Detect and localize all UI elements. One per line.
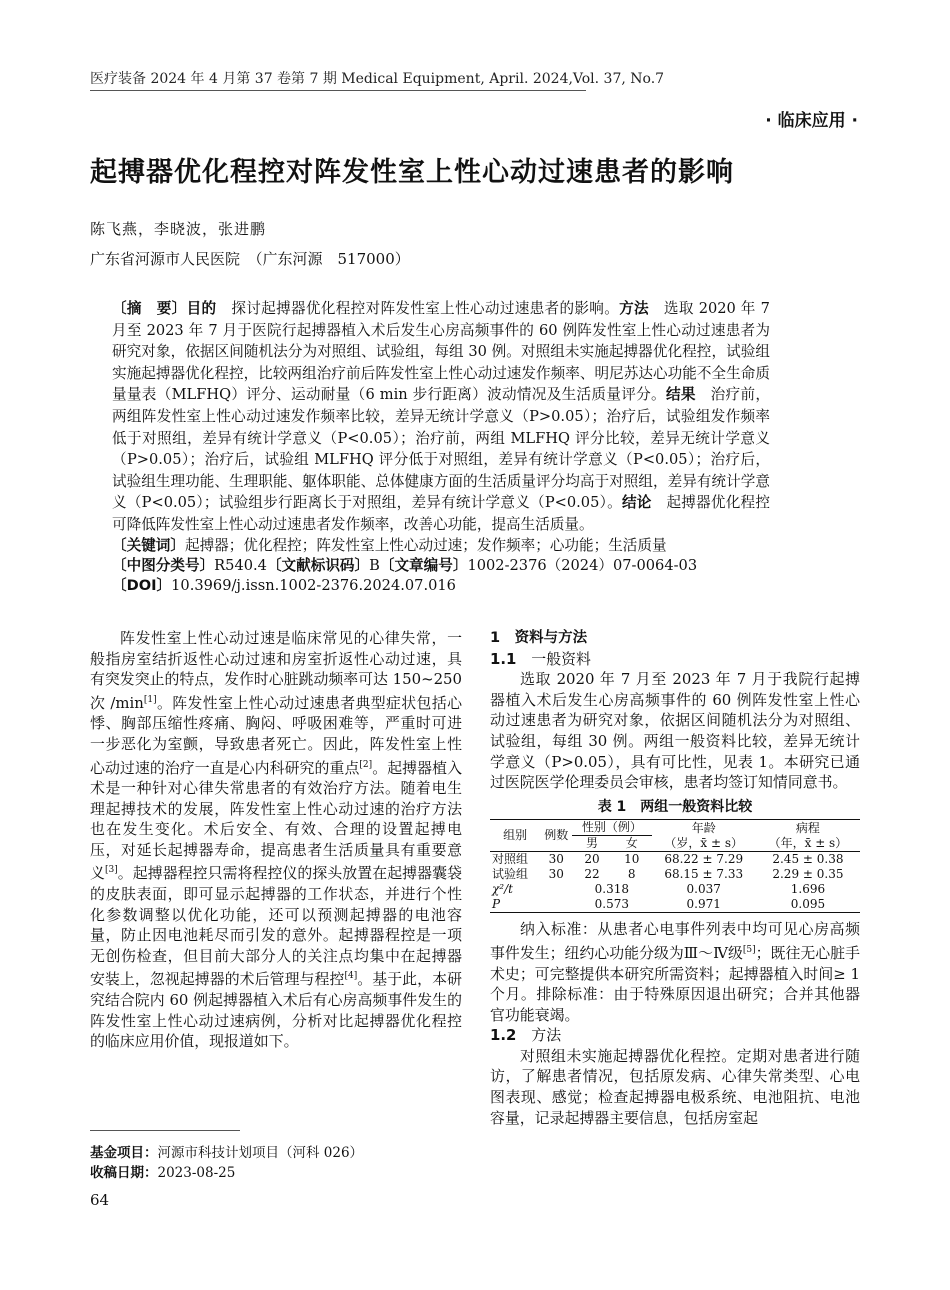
cell-age: 68.15 ± 7.33 — [664, 867, 744, 882]
keywords-label: 〔关键词〕 — [112, 536, 185, 554]
abstract-body — [90, 298, 770, 536]
classification-line — [90, 556, 770, 576]
received-text: 2023-08-25 — [157, 1165, 236, 1181]
clc-value: R540.4 — [214, 556, 267, 574]
result-label: 结果 — [665, 386, 696, 404]
header-rule — [90, 90, 586, 91]
fund-label: 基金项目： — [90, 1145, 158, 1161]
doc-code-value: B — [369, 556, 380, 574]
col-age-unit: （岁，x̄ ± s） — [664, 836, 744, 851]
received-line — [90, 1163, 363, 1183]
intro-text-3: 。起搏器植入术是一种针对心律失常患者的有效治疗方法。随着电生理起搏技术的发展，阵发性室上性心动过速的治疗方法也在发生变化。术后安全、有效、合理的设置起搏电压，对延长起搏器寿命，提高患者生活质量具有重要意义 — [90, 758, 462, 883]
abstract — [90, 298, 770, 596]
intro-text-5: 。基于此，本研究结合院内 60 例起搏器植入术后有心房高频事件发生的阵发性室上性心动过速病例，分析对比起搏器优化程控的临床应用价值，现报道如下。 — [90, 970, 462, 1051]
intro-text-1: 阵发性室上性心动过速是临床常见的心律失常，一般指房室结折返性心动过速和房室折返性心动过速，具有突发突止的特点，发作时心脏跳动频率可达 150~250 次 /min — [90, 629, 462, 712]
citation-5: [5] — [742, 944, 756, 955]
table-row — [490, 852, 860, 868]
cell-course: 2.45 ± 0.38 — [772, 852, 844, 867]
doi-value: 10.3969/j.issn.1002-2376.2024.07.016 — [171, 576, 456, 594]
inclusion-text-1: 纳入标准：从患者心电事件列表中均可见心房高频事件发生；纽约心功能分级为Ⅲ～Ⅳ级 — [490, 920, 860, 962]
article-title: 起搏器优化程控对阵发性室上性心动过速患者的影响 — [90, 157, 734, 188]
keywords-text: 起搏器；优化程控；阵发性室上性心动过速；发作频率；心功能；生活质量 — [184, 536, 667, 554]
citation-2: [2] — [359, 759, 373, 770]
journal-header: 医疗装备 2024 年 4 月第 37 卷第 7 期 Medical Equipment, April. 2024,Vol. 37, No.7 — [90, 71, 665, 87]
conclusion-label: 结论 — [621, 494, 652, 512]
fund-line — [90, 1143, 363, 1163]
cell-n: 30 — [548, 852, 564, 867]
inclusion-paragraph — [490, 919, 860, 1025]
cell-stat-age: 0.037 — [686, 882, 721, 897]
authors: 陈飞燕，李晓波，张进鹏 — [90, 220, 267, 238]
doi-label: 〔DOI〕 — [112, 576, 172, 594]
cell-stat-sex: 0.318 — [594, 882, 630, 897]
table-row — [490, 867, 860, 882]
cell-stat-label: χ²/t — [492, 882, 513, 897]
cell-female: 8 — [627, 867, 636, 882]
method-text: 选取 2020 年 7 月至 2023 年 7 月于医院行起搏器植入术后发生心房高频事件的 60 例阵发性室上性心动过速患者为研究对象，依据区间随机法分为对照组、试验组，每组 30 例。对照组未实施起搏器优化程控，试验组实施起搏器优化程控，比较两组治疗前后阵发性室上性心动过速发作频率、明尼苏达心功能不全生命质量量表（MLFHQ）评分、运动耐量（6 min 步行距离）波动情况及生活质量评分。 — [112, 300, 770, 404]
fund-text: 河源市科技计划项目（河科 026） — [157, 1145, 364, 1161]
col-sex: 性别（例） — [572, 820, 651, 836]
doi-line — [90, 576, 770, 596]
col-age: 年龄 — [691, 820, 716, 835]
article-number-label: 〔文章编号〕 — [379, 556, 468, 574]
col-male: 男 — [585, 836, 598, 851]
keywords-line — [90, 536, 770, 556]
purpose-text: 探讨起搏器优化程控对阵发性室上性心动过速患者的影响。 — [231, 300, 620, 317]
purpose-label: 目的 — [186, 300, 217, 317]
cell-stat-course: 1.696 — [790, 882, 826, 897]
col-female: 女 — [625, 836, 638, 851]
method-label: 方法 — [619, 300, 649, 317]
clc-label: 〔中图分类号〕 — [112, 556, 215, 574]
intro-text-2: 。阵发性室上性心动过速患者典型症状包括心悸、胸部压缩性疼痛、胸闷、呼吸困难等，严重时可进一步恶化为室颤，导致患者死亡。因此，阵发性室上性心动过速的治疗一直是心内科研究的重点 — [90, 693, 462, 777]
result-text: 治疗前，两组阵发性室上性心动过速发作频率比较，差异无统计学意义（P>0.05）；治疗后，试验组发作频率低于对照组，差异有统计学意义（P<0.05）；治疗前，两组 MLFHQ 评分比较，差异无统计学意义（P>0.05）；治疗后，试验组 MLFHQ 评分低于对照组，差异有统计学意义（P<0.05）；治疗后，试验组生理功能、生理职能、躯体职能、总体健康方面的生活质量评分均高于对照组，差异有统计学意义（P<0.05）；试验组步行距离长于对照组，差异有统计学意义（P<0.05）。 — [112, 386, 770, 512]
affiliation: 广东省河源市人民医院 （广东河源 517000） — [90, 250, 410, 268]
footnote — [90, 1143, 363, 1183]
col-course-unit: （年，x̄ ± s） — [768, 836, 848, 851]
col-group: 组别 — [503, 828, 528, 843]
article-number-value: 1002-2376（2024）07-0064-03 — [467, 556, 698, 574]
inclusion-text-2: ；既往无心脏手术史；可完整提供本研究所需资料；起搏器植入时间≥ 1 个月。排除标准：由于特殊原因退出研究；合并其他器官功能衰竭。 — [490, 943, 860, 1024]
methods-column — [490, 628, 860, 1128]
cell-p-sex: 0.573 — [594, 897, 630, 912]
table-1 — [490, 819, 860, 913]
col-course: 病程 — [795, 820, 820, 835]
methods-paragraph: 对照组未实施起搏器优化程控。定期对患者进行随访，了解患者情况，包括原发病、心律失常类型、心电图表现、感觉；检查起搏器电极系统、电池阻抗、电池容量，记录起搏器主要信息，包括房室起 — [490, 1046, 860, 1127]
col-n: 例数 — [544, 828, 569, 843]
subsection-number: 1.1 — [490, 649, 517, 668]
intro-paragraph — [90, 628, 462, 1052]
citation-1: [1] — [143, 694, 157, 705]
cell-p-course: 0.095 — [790, 897, 826, 912]
cell-age: 68.22 ± 7.29 — [664, 852, 744, 867]
cell-male: 20 — [584, 852, 600, 867]
section-tag: · 临床应用 · — [765, 111, 858, 131]
cell-group: 对照组 — [492, 852, 529, 867]
table-row-p — [490, 897, 860, 913]
subsection-heading-1-1 — [490, 649, 860, 670]
subsection-heading-1-2 — [490, 1025, 860, 1046]
table-title: 表 1 两组一般资料比较 — [597, 798, 753, 815]
intro-column — [90, 628, 462, 1052]
doc-code-label: 〔文献标识码〕 — [266, 556, 370, 574]
cell-n: 30 — [548, 867, 564, 882]
subsection-title: 方法 — [531, 1026, 562, 1045]
conclusion-text: 起搏器优化程控可降低阵发性室上性心动过速患者发作频率，改善心功能，提高生活质量。 — [112, 494, 770, 533]
table-row-stat — [490, 882, 860, 897]
section-heading-1: 1 资料与方法 — [490, 630, 588, 646]
intro-text-4: 。起搏器程控只需将程控仪的探头放置在起搏器囊袋的皮肤表面，即可显示起搏器的工作状态，并进行个性化参数调整以优化功能，还可以预测起搏器的电池容量，防止因电池耗尽而引发的意外。起搏器程控是一项无创伤检查，但目前大部分人的关注点均集中在起搏器安装上，忽视起搏器的术后管理与程控 — [90, 864, 462, 989]
footnote-rule — [90, 1130, 240, 1131]
citation-4: [4] — [344, 971, 358, 982]
cell-female: 10 — [624, 852, 640, 867]
cell-p-label: P — [492, 897, 501, 912]
cell-course: 2.29 ± 0.35 — [772, 867, 844, 882]
abstract-label: 〔摘 要〕 — [112, 300, 187, 317]
citation-3: [3] — [104, 865, 118, 876]
subsection-number: 1.2 — [490, 1026, 517, 1045]
page-number: 64 — [90, 1191, 110, 1209]
subsection-title: 一般资料 — [531, 649, 591, 668]
received-label: 收稿日期： — [90, 1165, 158, 1181]
cell-group: 试验组 — [492, 867, 529, 882]
cell-male: 22 — [584, 867, 600, 882]
general-data-paragraph: 选取 2020 年 7 月至 2023 年 7 月于我院行起搏器植入术后发生心房高频事件的 60 例阵发性室上性心动过速患者为研究对象，依据区间随机法分为对照组、试验组，每组 30 例。两组一般资料比较，差异无统计学意义（P>0.05），具有可比性，见表 1。本研究已通过医院医学伦理委员会审核，患者均签订知情同意书。 — [490, 670, 860, 792]
cell-p-age: 0.971 — [686, 897, 721, 912]
